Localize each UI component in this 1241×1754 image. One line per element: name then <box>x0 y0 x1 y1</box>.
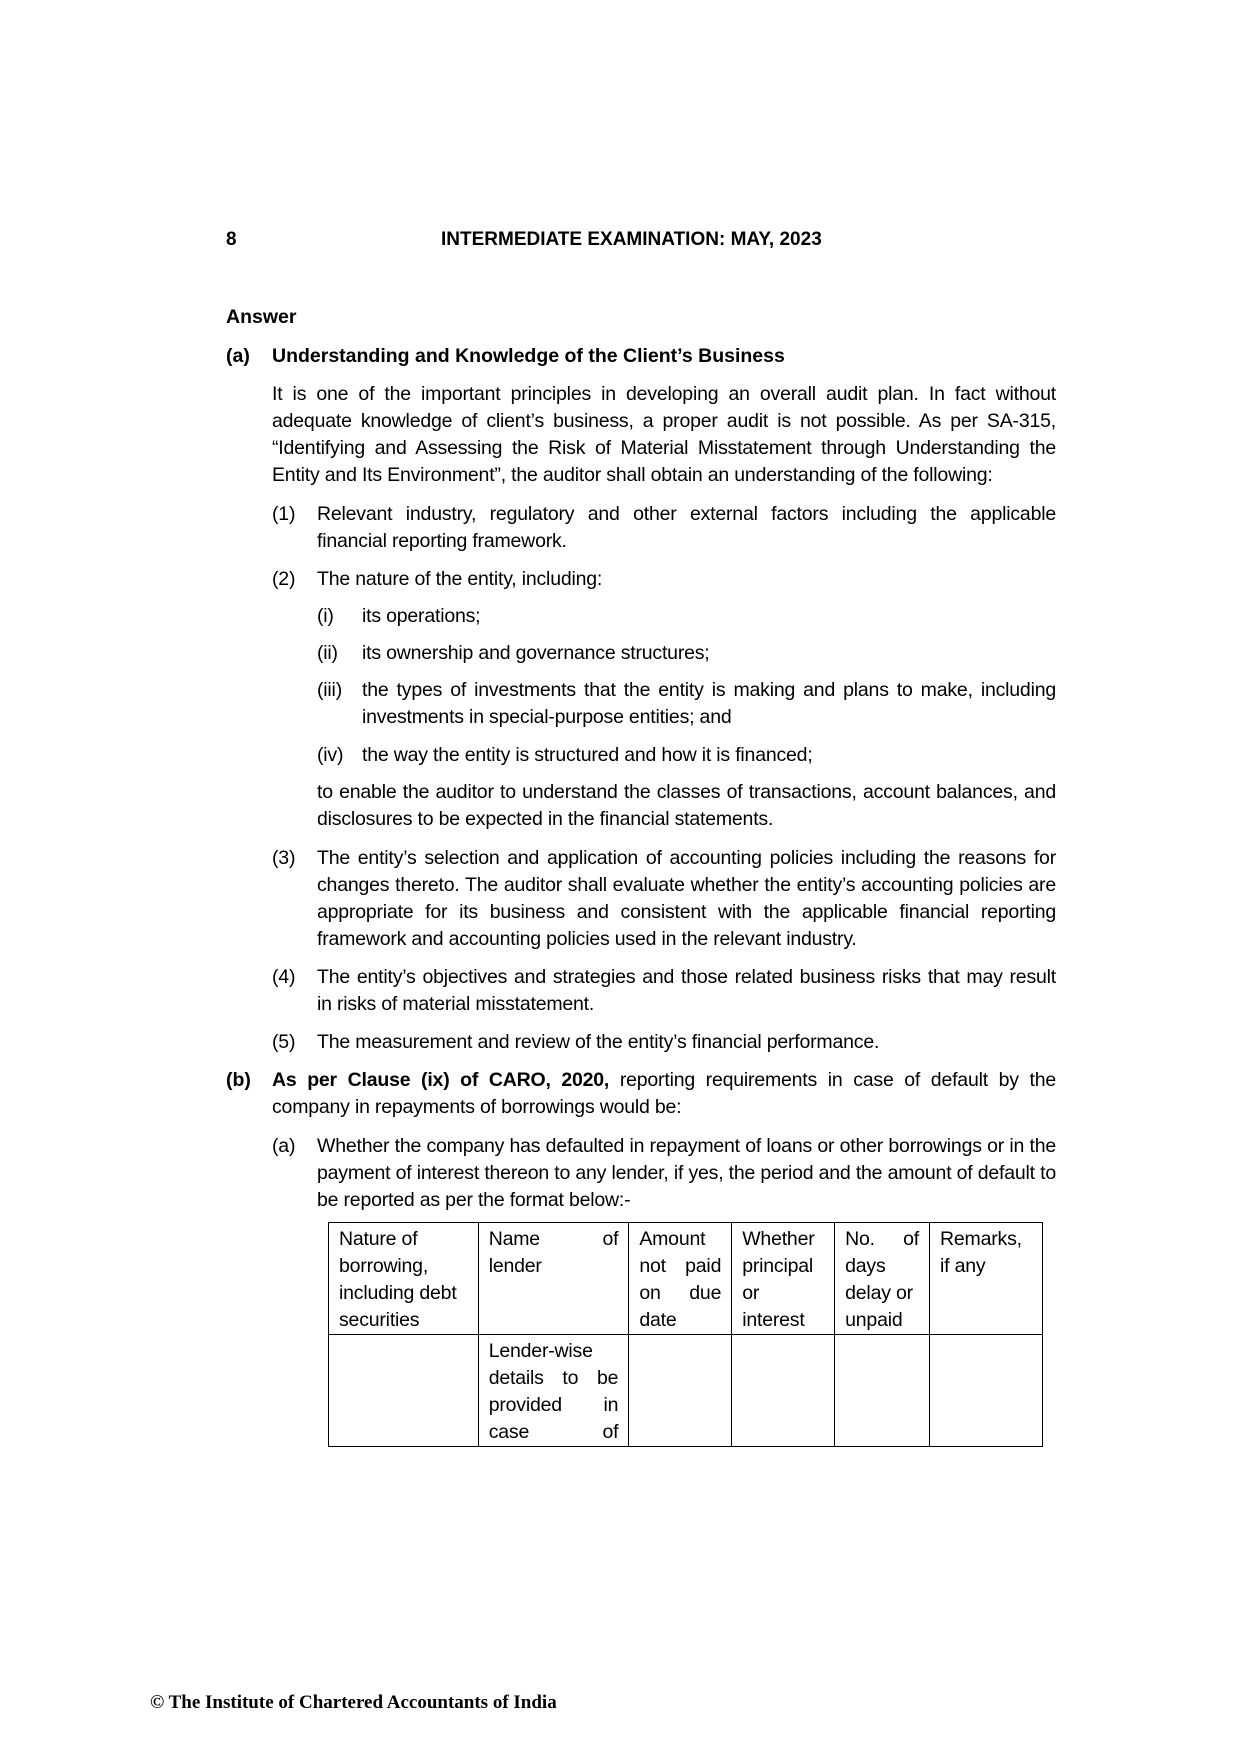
table-header-row <box>329 1223 1043 1335</box>
item-3-text: The entity’s selection and application of accounting policies including the reasons for changes thereto. The auditor shall evaluate whether the entity’s accounting policies are appropriate for its business and consistent with the applicable financial reporting framework and accounting policies used in the relevant industry. <box>317 847 1056 950</box>
table-cell <box>732 1335 835 1447</box>
cell-line: if any <box>940 1255 986 1277</box>
cell-line: Amount <box>639 1228 706 1250</box>
subitem-iv-number: (iv) <box>317 744 344 766</box>
item-2-text: The nature of the entity, including: <box>317 568 603 590</box>
cell-line: days <box>845 1255 886 1277</box>
part-b-sub-label: (a) <box>272 1135 296 1157</box>
subitem-i-number: (i) <box>317 605 334 627</box>
item-1-text: Relevant industry, regulatory and other external factors including the applicable financial reporting framework. <box>317 503 1056 552</box>
default-format-table <box>328 1222 1043 1447</box>
part-b-label: (b) <box>226 1069 251 1091</box>
part-b-lead-bold: As per Clause (ix) of CARO, 2020, <box>272 1069 610 1091</box>
part-a-intro: It is one of the important principles in developing an overall audit plan. In fact without adequate knowledge of client’s business, a proper audit is not possible. As per SA-315, “Identifying and Assessing the Risk of Material Misstatement through Understanding the Entity and Its Environment”, the auditor shall obtain an understanding of the following: <box>272 383 1056 486</box>
item-5-text: The measurement and review of the entity’s financial performance. <box>317 1031 880 1053</box>
cell-line: Name of <box>488 1228 619 1250</box>
page-number: 8 <box>226 229 237 250</box>
cell-line: Whether <box>742 1228 815 1250</box>
subitem-ii-text: its ownership and governance structures; <box>362 642 710 664</box>
item-4-number: (4) <box>272 966 296 988</box>
page-header-title: INTERMEDIATE EXAMINATION: MAY, 2023 <box>441 229 822 250</box>
table-row <box>329 1335 1043 1447</box>
part-b-lead <box>272 1067 1056 1121</box>
cell-line: Remarks, <box>940 1228 1022 1250</box>
cell-line: Lender-wise <box>488 1340 593 1362</box>
cell-line: lender <box>488 1255 542 1277</box>
cell-line: delay or <box>845 1282 913 1304</box>
item-2-number: (2) <box>272 568 296 590</box>
cell-line: principal <box>742 1255 814 1277</box>
cell-line: borrowing, <box>339 1255 429 1277</box>
cell-line: date <box>639 1309 677 1331</box>
cell-line: details to be <box>488 1367 619 1389</box>
part-a-label: (a) <box>226 345 250 367</box>
subitem-i-text: its operations; <box>362 605 481 627</box>
item-2-tail: to enable the auditor to understand the classes of transactions, account balances, and disclosures to be expected in the financial statements. <box>317 781 1056 830</box>
answer-heading: Answer <box>226 306 297 328</box>
subitem-iv-text: the way the entity is structured and how it is financed; <box>362 744 813 766</box>
table-cell-lender-details <box>478 1335 629 1447</box>
cell-line: case of <box>488 1421 619 1443</box>
table-cell <box>930 1335 1043 1447</box>
header-amount-not-paid <box>629 1223 732 1335</box>
cell-line: securities <box>339 1309 420 1331</box>
item-3-number: (3) <box>272 847 296 869</box>
part-a-heading: Understanding and Knowledge of the Client’s Business <box>272 345 785 367</box>
subitem-iii-text: the types of investments that the entity is making and plans to make, including investments in special-purpose entities; and <box>362 679 1056 728</box>
cell-line: Nature of <box>339 1228 418 1250</box>
footer-copyright: © The Institute of Chartered Accountants of India <box>150 1692 557 1713</box>
subitem-iii-number: (iii) <box>317 679 342 701</box>
cell-line: interest <box>742 1309 805 1331</box>
cell-line: on due <box>639 1282 722 1304</box>
cell-line: unpaid <box>845 1309 903 1331</box>
item-5-number: (5) <box>272 1031 296 1053</box>
item-1-number: (1) <box>272 503 296 525</box>
cell-line: including debt <box>339 1282 457 1304</box>
header-nature-of-borrowing <box>329 1223 479 1335</box>
part-b-sub-text: Whether the company has defaulted in repayment of loans or other borrowings or in the payment of interest thereon to any lender, if yes, the period and the amount of default to be reported as per the format below:- <box>317 1135 1056 1211</box>
header-principal-or-interest <box>732 1223 835 1335</box>
cell-line: not paid <box>639 1255 722 1277</box>
cell-line: or <box>742 1282 760 1304</box>
cell-line: No. of <box>845 1228 920 1250</box>
item-4-text: The entity’s objectives and strategies and those related business risks that may result in risks of material misstatement. <box>317 966 1056 1015</box>
header-remarks <box>930 1223 1043 1335</box>
table-cell <box>629 1335 732 1447</box>
header-days-delay <box>835 1223 930 1335</box>
cell-line: provided in <box>488 1394 619 1416</box>
part-b-lead-rest: reporting requirements in case of default by the company in repayments of borrowings would be: <box>272 1069 1056 1118</box>
subitem-ii-number: (ii) <box>317 642 338 664</box>
table-cell <box>329 1335 479 1447</box>
header-name-of-lender <box>478 1223 629 1335</box>
table-cell <box>835 1335 930 1447</box>
